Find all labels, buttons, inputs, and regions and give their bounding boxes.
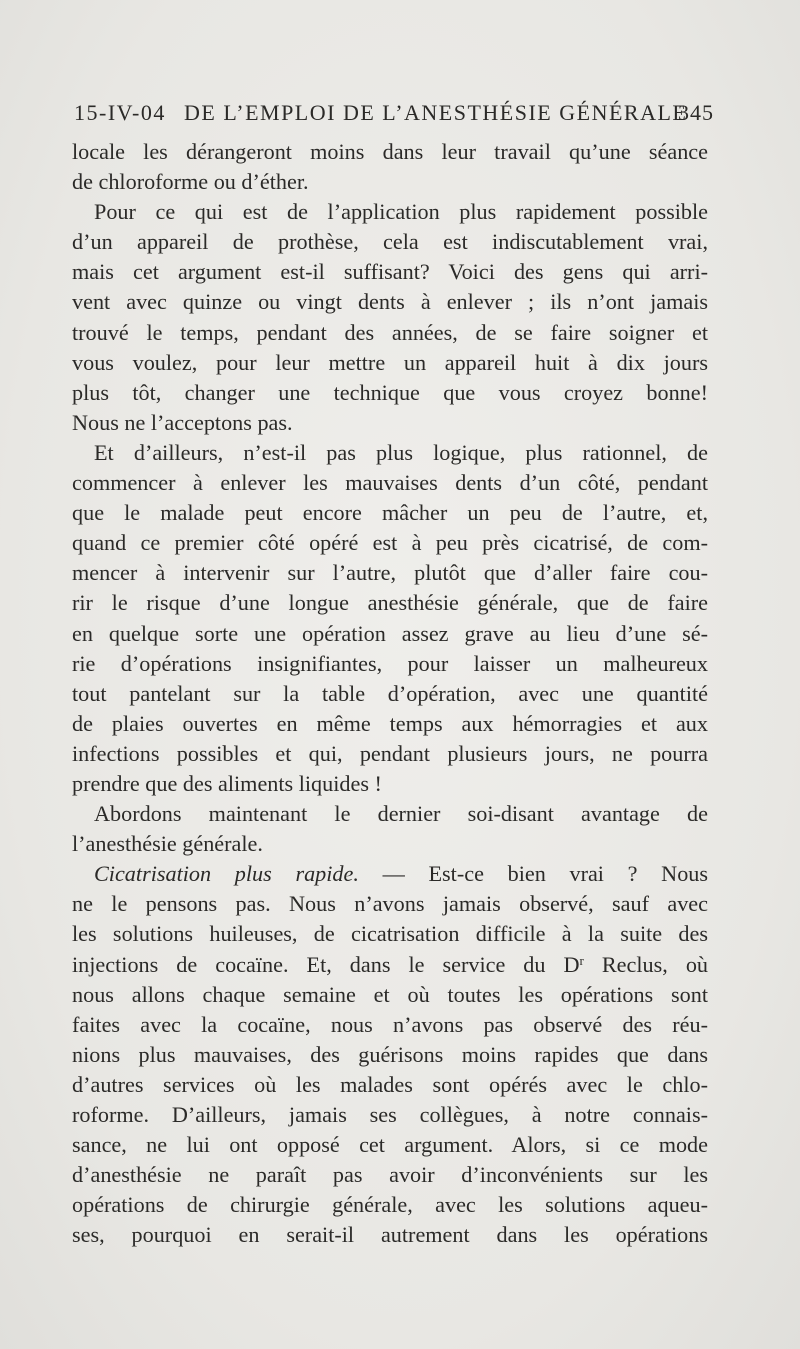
text-line: vous voulez, pour leur mettre un appareil huit à dix jours (72, 349, 708, 375)
text-line: rie d’opérations insignifiantes, pour laisser un malheureux (72, 650, 708, 676)
text-line: opérations de chirurgie générale, avec les solutions aqueu- (72, 1192, 708, 1218)
text-line: en quelque sorte une opération assez grave au lieu d’une sé- (72, 620, 708, 646)
text-line: mencer à intervenir sur l’autre, plutôt que d’aller faire cou- (72, 560, 708, 586)
text-line: vent avec quinze ou vingt dents à enlever ; ils n’ont jamais (72, 289, 708, 315)
superscript: r (579, 952, 584, 968)
text-line: que le malade peut encore mâcher un peu de l’autre, et, (72, 500, 708, 526)
text-line: d’autres services où les malades sont opérés avec le chlo- (72, 1071, 708, 1097)
text-line: ne le pensons pas. Nous n’avons jamais observé, sauf avec (72, 891, 708, 917)
line-part: injections de cocaïne. Et, dans le service du D (72, 951, 580, 977)
body-text (72, 137, 708, 1250)
text-line: d’un appareil de prothèse, cela est indiscutablement vrai, (72, 229, 708, 255)
text-line: infections possibles et qui, pendant plusieurs jours, ne pourra (72, 740, 708, 766)
text-line: Nous ne l’acceptons pas. (72, 409, 293, 435)
heading-continuation: — Est-ce bien vrai ? Nous (382, 861, 709, 887)
text-line: mais cet argument est-il suffisant? Voici des gens qui arri- (72, 259, 708, 285)
text-line: d’anesthésie ne paraît pas avoir d’inconvénients sur les (72, 1162, 708, 1188)
text-line-with-heading (72, 859, 708, 889)
line-part: Reclus, où (583, 951, 709, 977)
text-line: faites avec la cocaïne, nous n’avons pas observé des réu- (72, 1011, 708, 1037)
text-line: nous allons chaque semaine et où toutes les opérations sont (72, 981, 708, 1007)
text-line: commencer à enlever les mauvaises dents d’un côté, pendant (72, 470, 708, 496)
text-line: locale les dérangeront moins dans leur travail qu’une séance (72, 139, 708, 164)
text-line: les solutions huileuses, de cicatrisation difficile à la suite des (72, 921, 708, 947)
text-line: ses, pourquoi en serait-il autrement dans les opérations (72, 1222, 708, 1248)
text-line: prendre que des aliments liquides ! (72, 770, 382, 796)
text-line: Abordons maintenant le dernier soi-disant avantage de (94, 801, 708, 827)
text-line: Et d’ailleurs, n’est-il pas plus logique, plus rationnel, de (94, 439, 708, 465)
text-line: de plaies ouvertes en même temps aux hémorragies et aux (72, 710, 708, 736)
text-line: rir le risque d’une longue anesthésie générale, que de faire (72, 590, 708, 616)
text-line: quand ce premier côté opéré est à peu près cicatrisé, de com- (72, 530, 708, 556)
text-line: de chloroforme ou d’éther. (72, 169, 309, 195)
text-line: trouvé le temps, pendant des années, de se faire soigner et (72, 319, 708, 345)
text-line: l’anesthésie générale. (72, 831, 263, 857)
header-date: 15-IV-04 (74, 100, 166, 125)
text-line: sance, ne lui ont opposé cet argument. Alors, si ce mode (72, 1132, 708, 1158)
text-line: plus tôt, changer une technique que vous croyez bonne! (72, 379, 708, 405)
page-number: 345 (678, 100, 714, 125)
header-title: DE L’EMPLOI DE L’ANESTHÉSIE GÉNÉRALE (184, 100, 688, 125)
text-line: roforme. D’ailleurs, jamais ses collègues, à notre connais- (72, 1102, 708, 1127)
text-line-with-superscript (72, 950, 708, 980)
text-line: nions plus mauvaises, des guérisons moins rapides que dans (72, 1041, 708, 1067)
text-line: tout pantelant sur la table d’opération, avec une quantité (72, 680, 708, 706)
italic-heading: Cicatrisation plus rapide. (94, 861, 359, 887)
text-line: Pour ce qui est de l’application plus rapidement possible (94, 199, 708, 225)
